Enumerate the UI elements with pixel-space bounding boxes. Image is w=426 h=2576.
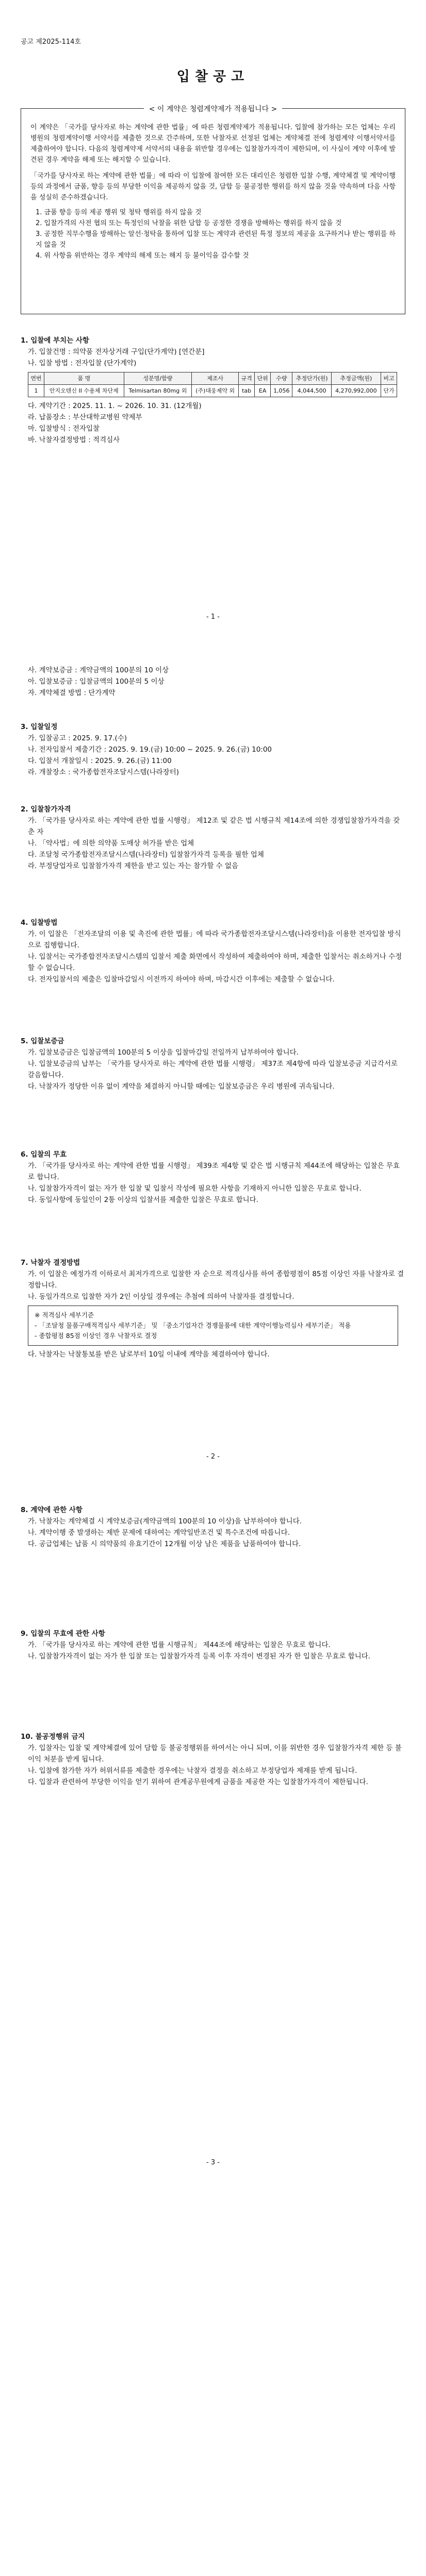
- bid-item-table: [28, 372, 397, 397]
- section-heading: 6. 입찰의 무효: [21, 1150, 67, 1159]
- section-heading: 10. 불공정행위 금지: [21, 1733, 85, 1741]
- section-heading: 2. 입찰참가자격: [21, 805, 71, 814]
- page-number: - 1 -: [206, 613, 220, 621]
- section-schedule: [21, 721, 405, 778]
- list-item: 자. 계약체결 방법 : 단가계약: [28, 689, 116, 697]
- list-item: 가. 이 입찰은 「전자조달의 이용 및 촉진에 관한 법률」에 따라 국가종합전자조달시스템(나라장터)을 이용한 전자입찰 방식으로 집행합니다.: [28, 930, 401, 950]
- list-item: 다. 입찰서 개찰일시 : 2025. 9. 26.(금) 11:00: [28, 757, 172, 765]
- award-method: 바. 낙찰자결정방법 : 적격심사: [28, 436, 120, 444]
- bid-type: 마. 입찰방식 : 전자입찰: [28, 425, 100, 433]
- contract-period: 다. 계약기간 : 2025. 11. 1. ~ 2026. 10. 31. (12개월): [28, 402, 202, 410]
- box-line: - 「조달청 물품구매적격심사 세부기준」 및 「중소기업자간 경쟁물품에 대한 계약이행능력심사 세부기준」 적용: [35, 1321, 351, 1329]
- list-item: 가. 이 입찰은 예정가격 이하로서 최저가격으로 입찰한 자 순으로 적격심사를 하여 종합평점이 85점 이상인 자를 낙찰자로 결정합니다.: [28, 1270, 404, 1290]
- table-cell: 4,270,992,000: [331, 385, 381, 397]
- list-item: 가. 낙찰자는 계약체결 시 계약보증금(계약금액의 100분의 10 이상)을 납부하여야 합니다.: [28, 1517, 302, 1526]
- box-line: ※ 적격심사 세부기준: [35, 1311, 94, 1319]
- table-cell: tab: [239, 385, 255, 397]
- table-header: 성분명/함량: [124, 372, 192, 385]
- list-item: 라. 개찰장소 : 국가종합전자조달시스템(나라장터): [28, 768, 179, 776]
- section-contract: [21, 1504, 405, 1550]
- table-header: 연번: [28, 372, 44, 385]
- table-header: 추정금액(원): [331, 372, 381, 385]
- section-heading: 5. 입찰보증금: [21, 1037, 64, 1045]
- section-heading: 7. 낙찰자 결정방법: [21, 1259, 80, 1267]
- section-award-decision: [21, 1257, 405, 1360]
- list-item: 다. 입찰과 관련하여 부당한 이익을 얻기 위하여 관계공무원에게 금품을 제공한 자는 입찰참가자격이 제한됩니다.: [28, 1778, 368, 1786]
- list-item: 다. 조달청 국가종합전자조달시스템(나라장터) 입찰참가자격 등록을 필한 업체: [28, 851, 264, 859]
- list-item: 가. 「국가를 당사자로 하는 계약에 관한 법률 시행령」 제12조 및 같은 법 시행규칙 제14조에 의한 경쟁입찰참가자격을 갖춘 자: [28, 817, 400, 836]
- list-item: 나. 입찰참가자격이 없는 자가 한 입찰 또는 입찰참가자격 등록 이후 자격이 변경된 자가 한 입찰은 무효로 합니다.: [28, 1652, 371, 1660]
- list-item: 다. 공급업체는 납품 시 의약품의 유효기간이 12개월 이상 남은 제품을 납품하여야 합니다.: [28, 1540, 301, 1548]
- table-cell: EA: [255, 385, 271, 397]
- table-header: 품 명: [44, 372, 124, 385]
- list-item: 가. 「국가를 당사자로 하는 계약에 관한 법률 시행령」 제39조 제4항 및 같은 법 시행규칙 제44조에 해당하는 입찰은 무효로 합니다.: [28, 1162, 400, 1181]
- section-unfair-practice: [21, 1731, 405, 1788]
- table-header: 단위: [255, 372, 271, 385]
- table-cell: 1,056: [271, 385, 292, 397]
- section-bid-items: [21, 335, 405, 446]
- list-item: 사. 계약보증금 : 계약금액의 100분의 10 이상: [28, 666, 169, 674]
- list-item: 아. 입찰보증금 : 입찰금액의 100분의 5 이상: [28, 677, 165, 686]
- list-item: 가. 입찰공고 : 2025. 9. 17.(수): [28, 734, 127, 742]
- table-header: 규격: [239, 372, 255, 385]
- table-cell: 1: [28, 385, 44, 397]
- list-item: 가. 입찰보증금은 입찰금액의 100분의 5 이상을 입찰마감일 전일까지 납부하여야 합니다.: [28, 1048, 299, 1057]
- list-item: 다. 낙찰자가 정당한 이유 없이 계약을 체결하지 아니할 때에는 입찰보증금은 우리 병원에 귀속됩니다.: [28, 1082, 335, 1091]
- page-number: - 3 -: [206, 2159, 220, 2166]
- integrity-item: 1. 금품 향응 등의 제공 행위 및 청탁 행위를 하지 않을 것: [36, 209, 202, 216]
- box-line: - 종합평점 85점 이상인 경우 낙찰자로 결정: [35, 1332, 157, 1340]
- evaluation-criteria-box: [28, 1306, 398, 1346]
- table-row: [28, 385, 397, 397]
- integrity-notice-box: [21, 105, 405, 314]
- section-invalid-related: [21, 1628, 405, 1662]
- list-item: 나. 입찰에 참가한 자가 허위서류를 제출한 경우에는 낙찰자 결정을 취소하고 부정당업자 제재를 받게 됩니다.: [28, 1767, 357, 1775]
- table-cell: 4,044,500: [292, 385, 331, 397]
- table-cell: 안지오텐신 II 수용체 차단제: [44, 385, 124, 397]
- section-bid-deposit: [21, 1036, 405, 1092]
- integrity-paragraph-1: 이 계약은 「국가를 당사자로 하는 계약에 관한 법률」에 따른 청렴계약제가 적용됩니다. 입찰에 참가하는 모든 업체는 우리 병원의 청렴계약이행 서약서를 제출한 것으로 간주하며, 또한 낙찰자로 선정된 업체는 계약체결 전에 청렴계약 이행서약서를 제출하여야 합니다. 다음의 청렴계약제 서약서의 내용을 위반할 경우에는 입찰참가자격이 제한되며, 이 사실이 계약 이후에 발견된 경우 계약을 해제 또는 해지할 수 있습니다.: [30, 124, 396, 164]
- table-header: 제조사: [192, 372, 239, 385]
- list-item: 나. 계약이행 중 발생하는 제반 문제에 대하여는 계약일반조건 및 특수조건에 따릅니다.: [28, 1529, 290, 1537]
- table-cell: (주)대웅제약 외: [192, 385, 239, 397]
- list-item: 나. 동일가격으로 입찰한 자가 2인 이상일 경우에는 추첨에 의하여 낙찰자를 결정합니다.: [28, 1293, 294, 1301]
- list-item: 나. 입찰보증금의 납부는 「국가를 당사자로 하는 계약에 관한 법률 시행령」 제37조 제4항에 따라 입찰보증금 지급각서로 갈음합니다.: [28, 1060, 398, 1079]
- list-item: 다. 동일사항에 동일인이 2통 이상의 입찰서를 제출한 입찰은 무효로 합니다.: [28, 1196, 259, 1204]
- section-heading: 1. 입찰에 부치는 사항: [21, 336, 89, 345]
- integrity-item: 2. 입찰가격의 사전 협의 또는 특정인의 낙찰을 위한 담합 등 공정한 경쟁을 방해하는 행위를 하지 않을 것: [36, 219, 342, 227]
- integrity-item: 4. 위 사항을 위반하는 경우 계약의 해제 또는 해지 등 불이익을 감수할 것: [36, 252, 249, 260]
- section-eligibility-main: [21, 804, 405, 872]
- page-title: 입찰공고: [176, 69, 250, 84]
- table-header: 추정단가(원): [292, 372, 331, 385]
- table-header-row: [28, 372, 397, 385]
- list-item: 가. 입찰자는 입찰 및 계약체결에 있어 담합 등 불공정행위를 하여서는 아니 되며, 이를 위반한 경우 입찰참가자격 제한 등 불이익 처분을 받게 됩니다.: [28, 1744, 402, 1764]
- table-cell: Telmisartan 80mg 외: [124, 385, 192, 397]
- list-item: 나. 입찰참가자격이 없는 자가 한 입찰 및 입찰서 작성에 필요한 사항을 기재하지 아니한 입찰은 무효로 합니다.: [28, 1184, 362, 1193]
- section-heading: 9. 입찰의 무효에 관한 사항: [21, 1630, 105, 1638]
- list-item: 라. 부정당업자로 입찰참가자격 제한을 받고 있는 자는 참가할 수 없음: [28, 862, 239, 870]
- table-header: 비고: [381, 372, 397, 385]
- bid-name: 가. 입찰건명 : 의약품 전자상거래 구입(단가계약) [연간분]: [28, 348, 205, 356]
- integrity-box-heading: < 이 계약은 청렴계약제가 적용됩니다 >: [21, 104, 405, 114]
- notice-number: 공고 제2025-114호: [21, 38, 81, 46]
- list-item: 가. 「국가를 당사자로 하는 계약에 관한 법률 시행규칙」 제44조에 해당하는 입찰은 무효로 합니다.: [28, 1641, 331, 1649]
- list-item: 나. 「약사법」에 의한 의약품 도매상 허가를 받은 업체: [28, 839, 194, 848]
- list-item: 다. 낙찰자는 낙찰통보를 받은 날로부터 10일 이내에 계약을 체결하여야 합니다.: [28, 1350, 270, 1359]
- section-invalid-bid: [21, 1149, 405, 1206]
- section-heading: 4. 입찰방법: [21, 919, 58, 927]
- bid-method: 나. 입찰 방법 : 전자입찰 (단가계약): [28, 359, 137, 367]
- list-item: 나. 전자입찰서 제출기간 : 2025. 9. 19.(금) 10:00 ~ 2025. 9. 26.(금) 10:00: [28, 745, 272, 754]
- list-item: 다. 전자입찰서의 제출은 입찰마감일시 이전까지 하여야 하며, 마감시간 이후에는 제출할 수 없습니다.: [28, 975, 335, 984]
- section-eligibility: [21, 665, 405, 699]
- section-heading: 3. 입찰일정: [21, 723, 58, 731]
- page-number: - 2 -: [206, 1453, 220, 1461]
- list-item: 나. 입찰서는 국가종합전자조달시스템의 입찰서 제출 화면에서 작성하여 제출하여야 하며, 제출한 입찰서는 취소하거나 수정할 수 없습니다.: [28, 953, 402, 972]
- section-heading: 8. 계약에 관한 사항: [21, 1506, 83, 1514]
- table-cell: 단가: [381, 385, 397, 397]
- table-header: 수량: [271, 372, 292, 385]
- delivery-place: 라. 납품장소 : 부산대학교병원 약제부: [28, 413, 142, 421]
- section-bid-method: [21, 917, 405, 985]
- integrity-paragraph-2: 「국가를 당사자로 하는 계약에 관한 법률」에 따라 이 입찰에 참여한 모든 대리인은 청렴한 입찰 수행, 계약체결 및 계약이행 등의 과정에서 금품, 향응 등의 부당한 이익을 제공하지 않을 것, 담합 등 불공정한 행위를 하지 않을 것을 약속하며 다음 사항을 성실히 준수하겠습니다.: [30, 172, 396, 201]
- integrity-item: 3. 공정한 직무수행을 방해하는 알선·청탁을 통하여 입찰 또는 계약과 관련된 특정 정보의 제공을 요구하거나 받는 행위를 하지 않을 것: [36, 230, 396, 249]
